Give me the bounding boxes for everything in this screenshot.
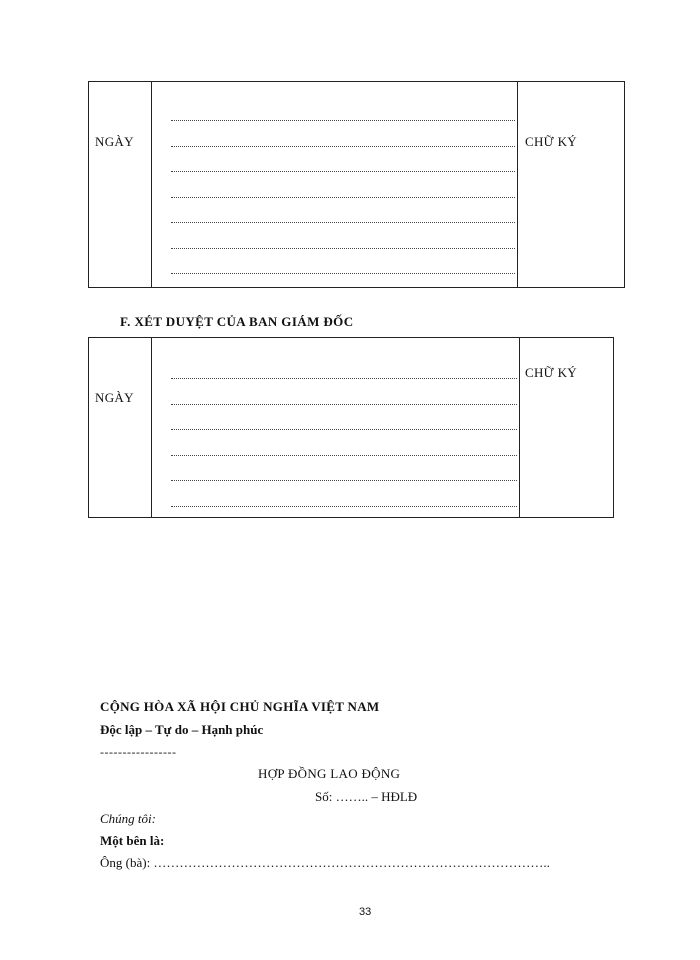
separator-line: ----------------- [100, 745, 177, 759]
page-number: 33 [359, 906, 372, 918]
box1-write-line [171, 146, 515, 147]
contract-number: Số: …….. – HĐLĐ [315, 789, 418, 804]
box1-signature-label: CHỮ KÝ [525, 134, 577, 149]
national-title: CỘNG HÒA XÃ HỘI CHỦ NGHĨA VIỆT NAM [100, 699, 380, 714]
box2-date-label: NGÀY [95, 390, 134, 405]
mr-mrs-field: Ông (bà): ……………………………………………………………………………….. [100, 855, 550, 870]
we-label: Chúng tôi: [100, 811, 156, 826]
box1-write-line [171, 171, 515, 172]
box2-write-line [171, 404, 517, 405]
box2-signature-label: CHỮ KÝ [525, 365, 577, 380]
box2-write-line [171, 455, 517, 456]
box1-write-line [171, 222, 515, 223]
box1-write-line [171, 273, 515, 274]
one-party-label: Một bên là: [100, 833, 165, 848]
box1-divider-right [517, 82, 518, 287]
box2-write-line [171, 378, 517, 379]
box1-write-line [171, 197, 515, 198]
box1-divider-left [151, 82, 152, 287]
box1-date-label: NGÀY [95, 134, 134, 149]
approval-box-1 [88, 81, 625, 288]
box2-divider-left [151, 338, 152, 517]
box1-write-line [171, 248, 515, 249]
box2-write-line [171, 480, 517, 481]
box1-write-line [171, 120, 515, 121]
section-f-title: F. XÉT DUYỆT CỦA BAN GIÁM ĐỐC [120, 314, 354, 329]
box2-write-line [171, 506, 517, 507]
national-motto: Độc lập – Tự do – Hạnh phúc [100, 722, 264, 737]
box2-write-line [171, 429, 517, 430]
box2-divider-right [519, 338, 520, 517]
approval-box-2 [88, 337, 614, 518]
contract-title: HỢP ĐỒNG LAO ĐỘNG [258, 766, 401, 781]
